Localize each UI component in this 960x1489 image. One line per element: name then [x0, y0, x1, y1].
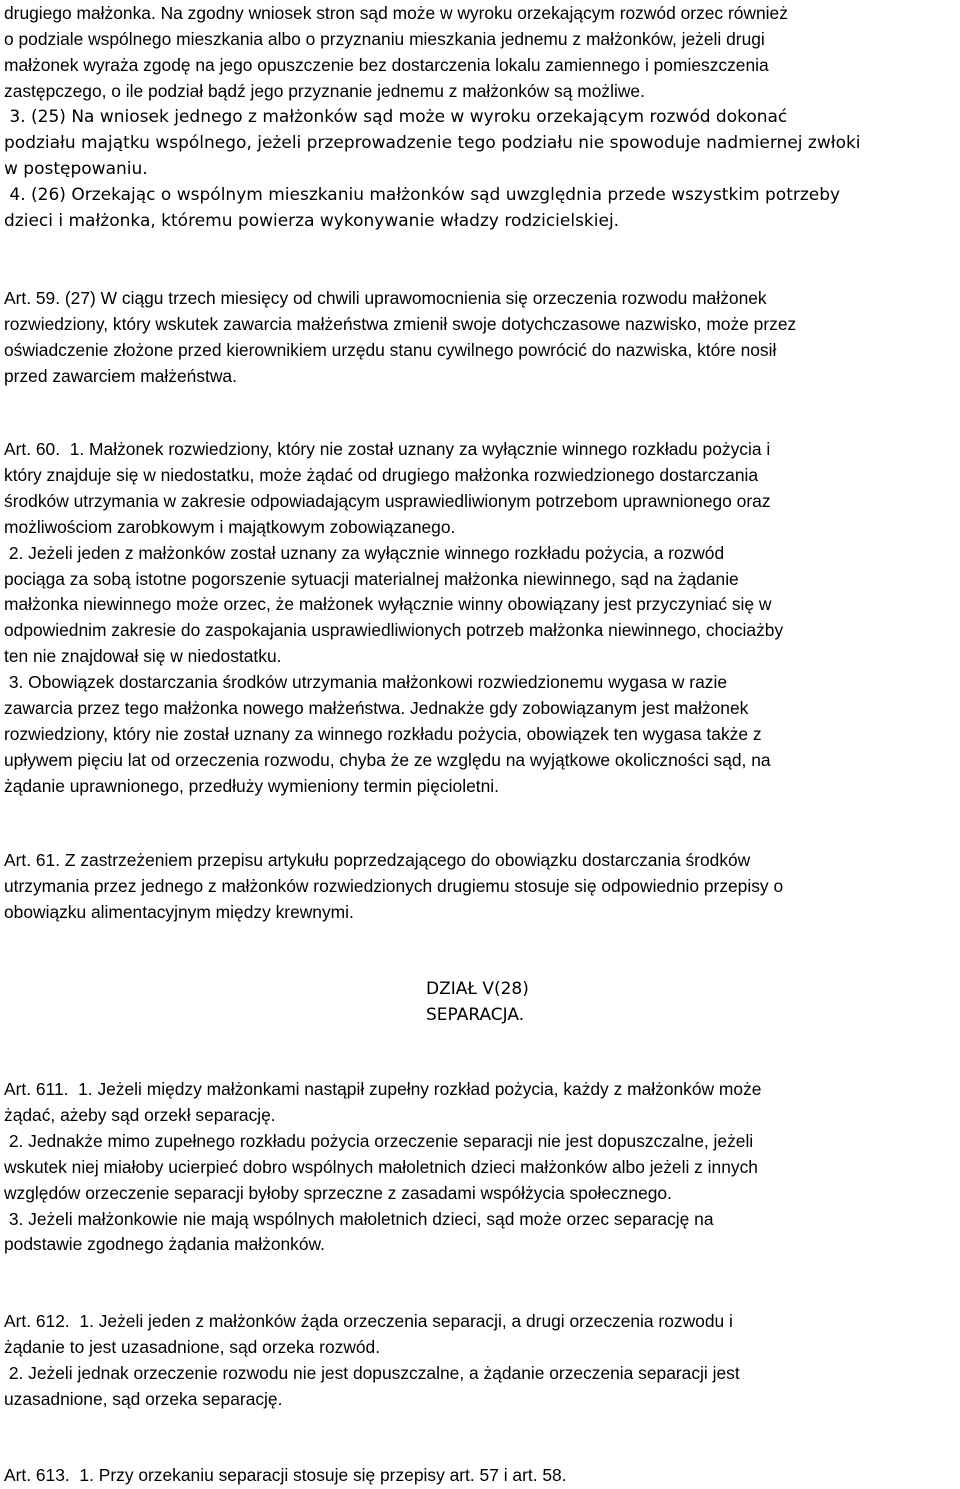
article-58-paragraph-3: 3. (25) Na wniosek jednego z małżonków sąd może w wyroku orzekającym rozwód dokonać podziału majątku wspólnego, jeżeli przeprowadzenie tego podziału nie spowoduje nadmiernej zwłoki w postępowaniu. — [4, 107, 861, 179]
article-61-1: Art. 611. 1. Jeżeli między małżonkami nastąpił zupełny rozkład pożycia, każdy z małżonków może żądać, ażeby sąd orzekł separację. 2. Jednakże mimo zupełnego rozkładu pożycia orzeczenie separacji nie jest dopuszczalne, jeżeli wskutek niej miałoby ucierpieć dobro wspólnych małoletnich dzieci małżonków albo jeżeli z innych względów orzeczenie separacji byłoby sprzeczne z zasadami współżycia społecznego. 3. Jeżeli małżonkowie nie mają wspólnych małoletnich dzieci, sąd może orzec separację na podstawie zgodnego żądania małżonków. — [4, 1079, 762, 1255]
article-61: Art. 61. Z zastrzeżeniem przepisu artykułu poprzedzającego do obowiązku dostarczania środków utrzymania przez jednego z małżonków rozwiedzionych drugiemu stosuje się odpowiednio przepisy o obowiązku alimentacyjnym między krewnymi. — [4, 850, 784, 922]
section-heading-subtitle: SEPARACJA. — [426, 1005, 525, 1025]
article-61-2: Art. 612. 1. Jeżeli jeden z małżonków żąda orzeczenia separacji, a drugi orzeczenia rozwodu i żądanie to jest uzasadnione, sąd orzeka rozwód. 2. Jeżeli jednak orzeczenie rozwodu nie jest dopuszczalne, a żądanie orzeczenia separacji jest uzasadnione, sąd orzeka separację. — [4, 1311, 740, 1409]
article-58-continuation: drugiego małżonka. Na zgodny wniosek stron sąd może w wyroku orzekającym rozwód orzec również o podziale wspólnego mieszkania albo o przyznaniu mieszkania jednemu z małżonków, jeżeli drugi małżonek wyraża zgodę na jego opuszczenie bez dostarczenia lokalu zamiennego i pomieszczenia zastępczego, o ile podział bądź jego przyznanie jednemu z małżonków są możliwe. — [4, 3, 788, 101]
article-59: Art. 59. (27) W ciągu trzech miesięcy od chwili uprawomocnienia się orzeczenia rozwodu małżonek rozwiedziony, który wskutek zawarcia małżeństwa zmienił swoje dotychczasowe nazwisko, może przez oświadczenie złożone przed kierownikiem urzędu stanu cywilnego powrócić do nazwiska, które nosił przed zawarciem małżeństwa. — [4, 288, 797, 386]
article-61-3: Art. 613. 1. Przy orzekaniu separacji stosuje się przepisy art. 57 i art. 58. — [4, 1465, 567, 1485]
article-58-paragraph-4: 4. (26) Orzekając o wspólnym mieszkaniu małżonków sąd uwzględnia przede wszystkim potrzeby dzieci i małżonka, któremu powierza wykonywanie władzy rodzicielskiej. — [4, 185, 841, 231]
article-60: Art. 60. 1. Małżonek rozwiedziony, który nie został uznany za wyłącznie winnego rozkładu pożycia i który znajduje się w niedostatku, może żądać od drugiego małżonka rozwiedzionego dostarczania środków utrzymania w zakresie odpowiadającym usprawiedliwionym potrzebom uprawnionego oraz możliwościom zarobkowym i majątkowym zobowiązanego. 2. Jeżeli jeden z małżonków został uznany za wyłącznie winnego rozkładu pożycia, a rozwód pociąga za sobą istotne pogorszenie sytuacji materialnej małżonka niewinnego, sąd na żądanie małżonka niewinnego może orzec, że małżonek wyłącznie winny obowiązany jest przyczyniać się w odpowiednim zakresie do zaspokajania usprawiedliwionych potrzeb małżonka niewinnego, chociażby ten nie znajdował się w niedostatku. 3. Obowiązek dostarczania środków utrzymania małżonkowi rozwiedzionemu wygasa w razie zawarcia przez tego małżonka nowego małżeństwa. Jednakże gdy zobowiązanym jest małżonek rozwiedziony, który nie został uznany za winnego rozkładu pożycia, obowiązek ten wygasa także z upływem pięciu lat od orzeczenia rozwodu, chyba że ze względu na wyjątkowe okoliczności sąd, na żądanie uprawnionego, przedłuży wymieniony termin pięcioletni. — [4, 439, 784, 796]
section-heading-title: DZIAŁ V(28) — [426, 979, 529, 999]
